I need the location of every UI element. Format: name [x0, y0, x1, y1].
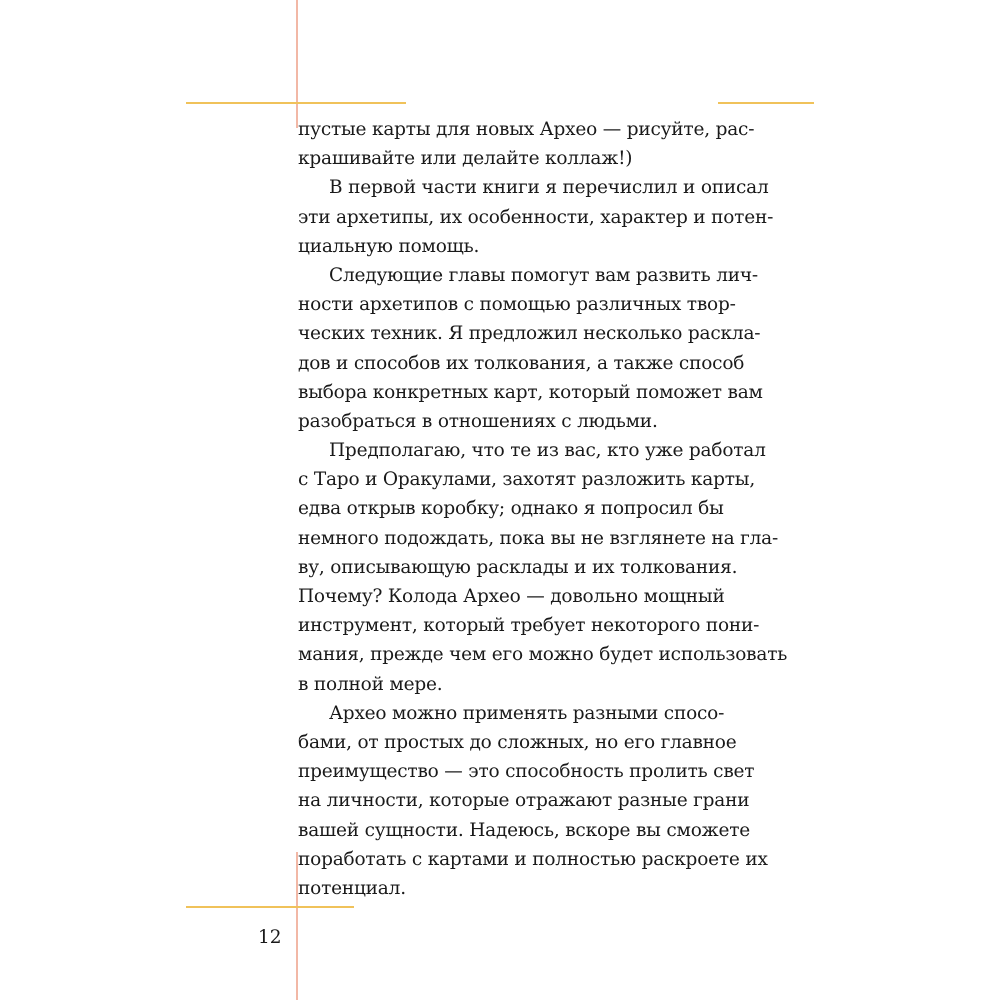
- text-line: циальную помощь.: [298, 235, 480, 257]
- text-line: на личности, которые отражают разные грани: [298, 790, 750, 812]
- text-line: разобраться в отношениях с людьми.: [298, 410, 658, 432]
- crop-mark-top-left-horizontal: [186, 102, 406, 104]
- text-line: немного подождать, пока вы не взглянете на гла-: [298, 527, 779, 549]
- text-line: едва открыв коробку; однако я попросил бы: [298, 498, 724, 520]
- text-line: бами, от простых до сложных, но его главное: [298, 731, 737, 753]
- text-line: преимущество — это способность пролить свет: [298, 761, 755, 783]
- text-line: мания, прежде чем его можно будет использовать: [298, 644, 788, 666]
- text-line: в полной мере.: [298, 673, 443, 695]
- text-line-paragraph-start: В первой части книги я перечислил и описал: [329, 177, 769, 199]
- text-line-paragraph-start: Архео можно применять разными спосо-: [329, 702, 725, 724]
- text-line: вашей сущности. Надеюсь, вскоре вы сможете: [298, 819, 751, 841]
- text-line-paragraph-start: Следующие главы помогут вам развить лич-: [329, 264, 758, 286]
- text-line-paragraph-start: Предполагаю, что те из вас, кто уже работал: [329, 440, 766, 462]
- text-line: инструмент, который требует некоторого пони-: [298, 615, 760, 637]
- text-line: пустые карты для новых Архео — рисуйте, рас-: [298, 119, 755, 140]
- crop-mark-left-vertical-top: [296, 0, 298, 128]
- text-line: крашивайте или делайте коллаж!): [298, 148, 633, 170]
- text-line: ности архетипов с помощью различных твор-: [298, 294, 736, 316]
- text-line: эти архетипы, их особенности, характер и потен-: [298, 206, 774, 228]
- body-text: [298, 115, 788, 903]
- text-line: выбора конкретных карт, который поможет вам: [298, 381, 763, 403]
- text-line: ву, описывающую расклады и их толкования.: [298, 556, 738, 578]
- text-line: дов и способов их толкования, а также способ: [298, 352, 745, 374]
- page-number: 12: [258, 927, 282, 948]
- crop-mark-bottom-left-horizontal: [186, 906, 354, 908]
- text-line: Почему? Колода Архео — довольно мощный: [298, 586, 725, 607]
- text-line: поработать с картами и полностью раскроете их: [298, 848, 768, 870]
- text-line: ческих техник. Я предложил несколько раскла-: [298, 323, 761, 345]
- text-line: с Таро и Оракулами, захотят разложить карты,: [298, 469, 756, 491]
- crop-mark-top-right-horizontal: [718, 102, 814, 104]
- text-line: потенциал.: [298, 877, 406, 899]
